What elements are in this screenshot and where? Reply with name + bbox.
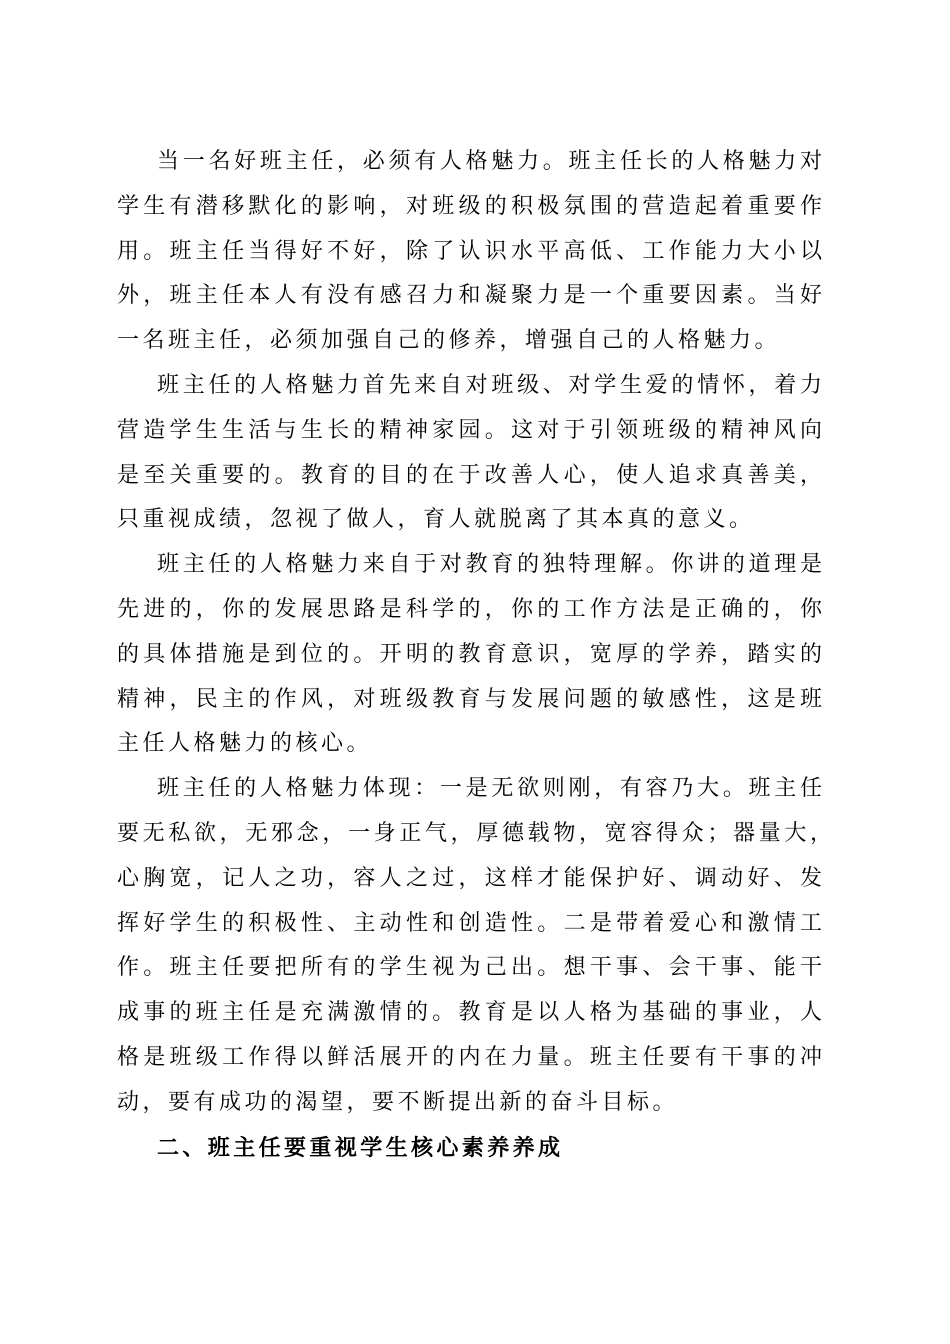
paragraph-3-line-5: 主任人格魅力的核心。 (117, 731, 373, 757)
paragraph-2-line-4: 只重视成绩，忽视了做人，育人就脱离了其本真的意义。 (117, 507, 755, 533)
paragraph-3-line-1: 班主任的人格魅力来自于对教育的独特理解。你讲的道理是 (157, 552, 822, 578)
paragraph-3-line-4: 精神，民主的作风，对班级教育与发展问题的敏感性，这是班 (117, 686, 822, 712)
paragraph-4-line-2: 要无私欲，无邪念，一身正气，厚德载物，宽容得众；器量大， (117, 820, 832, 846)
paragraph-2-line-1: 班主任的人格魅力首先来自对班级、对学生爱的情怀，着力 (157, 372, 822, 398)
paragraph-2-line-2: 营造学生生活与生长的精神家园。这对于引领班级的精神风向 (117, 417, 822, 443)
paragraph-4-line-3: 心胸宽，记人之功，容人之过，这样才能保护好、调动好、发 (117, 865, 822, 891)
paragraph-2-line-3: 是至关重要的。教育的目的在于改善人心，使人追求真善美， (117, 462, 822, 488)
paragraph-1-line-1: 当一名好班主任，必须有人格魅力。班主任长的人格魅力对 (157, 149, 822, 174)
paragraph-1-line-3: 用。班主任当得好不好，除了认识水平高低、工作能力大小以 (117, 238, 822, 264)
paragraph-4-line-6: 成事的班主任是充满激情的。教育是以人格为基础的事业，人 (117, 1000, 822, 1026)
paragraph-2 (117, 364, 847, 543)
paragraph-3-line-2: 先进的，你的发展思路是科学的，你的工作方法是正确的，你 (117, 596, 822, 622)
paragraph-1-line-2: 学生有潜移默化的影响，对班级的积极氛围的营造起着重要作 (117, 193, 822, 219)
paragraph-1-line-4: 外，班主任本人有没有感召力和凝聚力是一个重要因素。当好 (117, 283, 822, 309)
paragraph-4-line-1: 班主任的人格魅力体现：一是无欲则刚，有容乃大。班主任 (157, 776, 822, 802)
paragraph-3-line-3: 的具体措施是到位的。开明的教育意识，宽厚的学养，踏实的 (117, 641, 822, 667)
section-heading: 二、班主任要重视学生核心素养养成 (157, 1134, 564, 1161)
paragraph-4-line-8: 动，要有成功的渴望，要不断提出新的奋斗目标。 (117, 1089, 679, 1115)
paragraph-3 (117, 543, 847, 767)
paragraph-1 (117, 140, 847, 364)
document-body (117, 140, 847, 1170)
paragraph-4-line-4: 挥好学生的积极性、主动性和创造性。二是带着爱心和激情工 (117, 910, 822, 936)
paragraph-4 (117, 767, 847, 1125)
paragraph-1-line-5: 一名班主任，必须加强自己的修养，增强自己的人格魅力。 (117, 328, 781, 354)
paragraph-4-line-7: 格是班级工作得以鲜活展开的内在力量。班主任要有干事的冲 (117, 1044, 822, 1070)
paragraph-4-line-5: 作。班主任要把所有的学生视为己出。想干事、会干事、能干 (117, 955, 822, 981)
